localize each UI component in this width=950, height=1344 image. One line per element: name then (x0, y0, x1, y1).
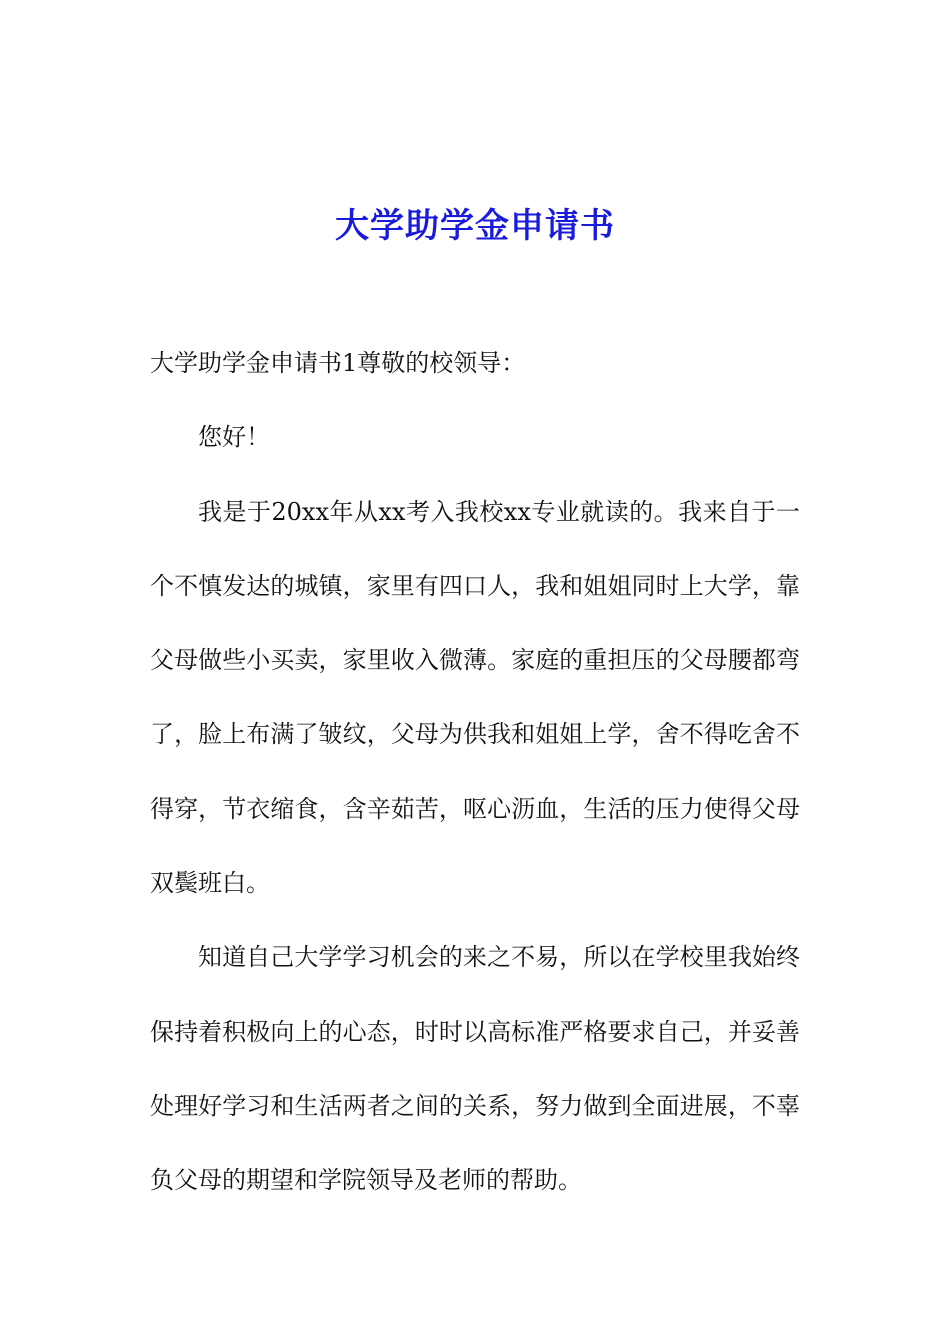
family-background-paragraph: 我是于20xx年从xx考入我校xx专业就读的。我来自于一个不慎发达的城镇，家里有四口人，我和姐姐同时上大学，靠父母做些小买卖，家里收入微薄。家庭的重担压的父母腰都弯了，脸上布满了皱纹，父母为供我和姐姐上学，舍不得吃舍不得穿，节衣缩食，含辛茹苦，呕心沥血，生活的压力使得父母双鬓班白。 (150, 497, 800, 898)
document-body (150, 326, 800, 1218)
greeting-paragraph: 您好！ (198, 423, 270, 452)
study-attitude-paragraph: 知道自己大学学习机会的来之不易，所以在学校里我始终保持着积极向上的心态，时时以高标准严格要求自己，并妥善处理好学习和生活两者之间的关系，努力做到全面进展，不辜负父母的期望和学院领导及老师的帮助。 (150, 943, 800, 1195)
salutation-paragraph: 大学助学金申请书1尊敬的校领导： (150, 349, 526, 377)
document-title: 大学助学金申请书 (335, 205, 615, 246)
